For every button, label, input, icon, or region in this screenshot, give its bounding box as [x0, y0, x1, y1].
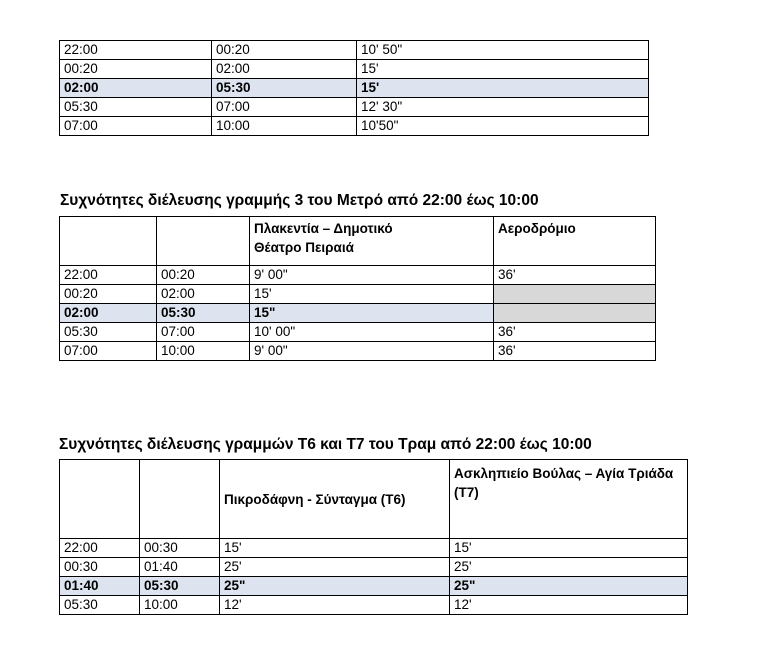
frequency-t6: 25" — [220, 577, 450, 596]
time-from: 00:30 — [60, 558, 140, 577]
frequency: 10'50" — [357, 117, 649, 136]
table-row — [60, 117, 649, 136]
time-to: 02:00 — [157, 285, 250, 304]
header-t6: Πικροδάφνη - Σύνταγμα (Τ6) — [220, 460, 450, 539]
table-row — [60, 60, 649, 79]
frequency-plakentia: 15" — [250, 304, 494, 323]
time-from: 22:00 — [60, 539, 140, 558]
schedule-table-metro-3 — [59, 216, 656, 361]
frequency-t6: 12' — [220, 596, 450, 615]
header-empty-from — [60, 217, 157, 266]
header-plakentia-line1: Πλακεντία – Δημοτικό — [254, 221, 393, 236]
schedule-table-1 — [59, 40, 649, 136]
header-plakentia — [250, 217, 494, 266]
frequency-t6: 25' — [220, 558, 450, 577]
time-to: 00:30 — [140, 539, 220, 558]
time-from: 22:00 — [60, 266, 157, 285]
header-airport: Αεροδρόμιο — [494, 217, 656, 266]
time-to: 00:20 — [212, 41, 357, 60]
table-row — [60, 98, 649, 117]
time-from: 05:30 — [60, 323, 157, 342]
frequency-t7: 12' — [450, 596, 688, 615]
frequency-plakentia: 10' 00" — [250, 323, 494, 342]
time-from: 01:40 — [60, 577, 140, 596]
frequency: 12' 30" — [357, 98, 649, 117]
header-t7: Ασκληπιείο Βούλας – Αγία Τριάδα (Τ7) — [450, 460, 688, 539]
frequency: 10' 50" — [357, 41, 649, 60]
table-row — [60, 285, 656, 304]
frequency-t7: 25" — [450, 577, 688, 596]
table-row — [60, 596, 688, 615]
time-to: 05:30 — [140, 577, 220, 596]
schedule-table-tram — [59, 459, 688, 615]
header-empty-from — [60, 460, 140, 539]
time-to: 05:30 — [157, 304, 250, 323]
time-to: 10:00 — [212, 117, 357, 136]
frequency-t7: 25' — [450, 558, 688, 577]
frequency-airport: 36' — [494, 323, 656, 342]
frequency: 15' — [357, 79, 649, 98]
time-to: 10:00 — [140, 596, 220, 615]
frequency-t7: 15' — [450, 539, 688, 558]
table-row — [60, 558, 688, 577]
tram-t6-t7-title: Συχνότητες διέλευσης γραμμών Τ6 και Τ7 του Τραμ από 22:00 έως 10:00 — [59, 436, 592, 453]
time-to: 00:20 — [157, 266, 250, 285]
time-from: 05:30 — [60, 98, 212, 117]
frequency-plakentia: 9' 00" — [250, 266, 494, 285]
frequency-plakentia: 9' 00" — [250, 342, 494, 361]
table-row-highlighted — [60, 577, 688, 596]
time-to: 01:40 — [140, 558, 220, 577]
table-row-highlighted — [60, 79, 649, 98]
frequency-airport-none — [494, 285, 656, 304]
header-empty-to — [157, 217, 250, 266]
time-from: 00:20 — [60, 285, 157, 304]
time-to: 07:00 — [157, 323, 250, 342]
table-row — [60, 266, 656, 285]
frequency: 15' — [357, 60, 649, 79]
table-header-row — [60, 460, 688, 539]
time-to: 05:30 — [212, 79, 357, 98]
time-from: 02:00 — [60, 79, 212, 98]
frequency-airport: 36' — [494, 266, 656, 285]
frequency-airport-none — [494, 304, 656, 323]
frequency-plakentia: 15' — [250, 285, 494, 304]
header-plakentia-line2: Θέατρο Πειραιά — [254, 240, 354, 255]
metro-line-3-title: Συχνότητες διέλευσης γραμμής 3 του Μετρό από 22:00 έως 10:00 — [60, 192, 539, 209]
header-empty-to — [140, 460, 220, 539]
table-row — [60, 323, 656, 342]
time-to: 10:00 — [157, 342, 250, 361]
table-row — [60, 41, 649, 60]
table-row — [60, 342, 656, 361]
table-row-highlighted — [60, 304, 656, 323]
time-from: 02:00 — [60, 304, 157, 323]
time-from: 00:20 — [60, 60, 212, 79]
time-from: 07:00 — [60, 117, 212, 136]
time-to: 02:00 — [212, 60, 357, 79]
frequency-t6: 15' — [220, 539, 450, 558]
frequency-airport: 36' — [494, 342, 656, 361]
table-row — [60, 539, 688, 558]
time-from: 07:00 — [60, 342, 157, 361]
time-from: 05:30 — [60, 596, 140, 615]
time-to: 07:00 — [212, 98, 357, 117]
time-from: 22:00 — [60, 41, 212, 60]
table-header-row — [60, 217, 656, 266]
